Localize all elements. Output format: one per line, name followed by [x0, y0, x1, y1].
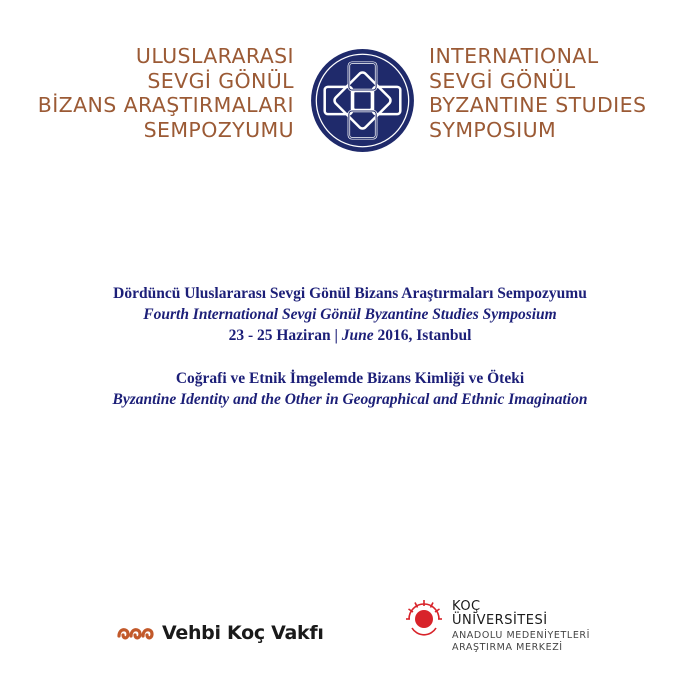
symposium-header	[0, 0, 700, 160]
event-title-en: Fourth International Sevgi Gönül Byzantine Studies Symposium	[143, 306, 557, 323]
theme-info	[0, 368, 700, 410]
title-tr-line-1: ULUSLARARASI	[135, 44, 294, 68]
title-en-line-4: SYMPOSIUM	[429, 117, 557, 142]
event-date-prefix: 23 - 25 Haziran |	[228, 327, 342, 344]
title-tr-line-3: BİZANS ARAŞTIRMALARI	[37, 93, 294, 117]
title-en-line-2: SEVGİ GÖNÜL	[429, 68, 576, 93]
title-tr-line-4: SEMPOZYUMU	[143, 117, 294, 142]
ku-line-1: KOÇ	[452, 599, 481, 614]
event-date	[0, 325, 700, 346]
title-en-line-1: INTERNATIONAL	[429, 44, 599, 68]
koc-university-name	[452, 600, 548, 628]
title-turkish	[38, 44, 294, 142]
ku-sub-1: ANADOLU MEDENİYETLERİ	[452, 630, 591, 641]
event-date-suffix: 2016, Istanbul	[373, 327, 472, 344]
koc-university-center	[452, 630, 590, 654]
koc-university-sponsor	[404, 598, 604, 662]
theme-title-tr: Coğrafi ve Etnik İmgelemde Bizans Kimliği ve Öteki	[175, 370, 525, 387]
interlace-knot-emblem-icon	[310, 48, 415, 153]
event-title-tr: Dördüncü Uluslararası Sevgi Gönül Bizans Araştırmaları Sempozyumu	[113, 285, 587, 302]
title-english	[429, 44, 646, 142]
ku-line-2: ÜNİVERSİTESİ	[452, 613, 548, 628]
vkv-wave-logo-icon	[116, 622, 156, 644]
theme-title-en: Byzantine Identity and the Other in Geographical and Ethnic Imagination	[112, 391, 588, 408]
title-tr-line-2: SEVGİ GÖNÜL	[147, 68, 294, 93]
ku-sub-2: ARAŞTIRMA MERKEZİ	[452, 642, 563, 653]
event-date-month: June	[341, 327, 374, 344]
event-info	[0, 283, 700, 346]
title-en-line-3: BYZANTINE STUDIES	[429, 93, 647, 117]
koc-university-logo-icon	[404, 598, 444, 638]
vkv-sponsor	[116, 618, 324, 648]
vkv-name: Vehbi Koç Vakfı	[162, 622, 324, 644]
